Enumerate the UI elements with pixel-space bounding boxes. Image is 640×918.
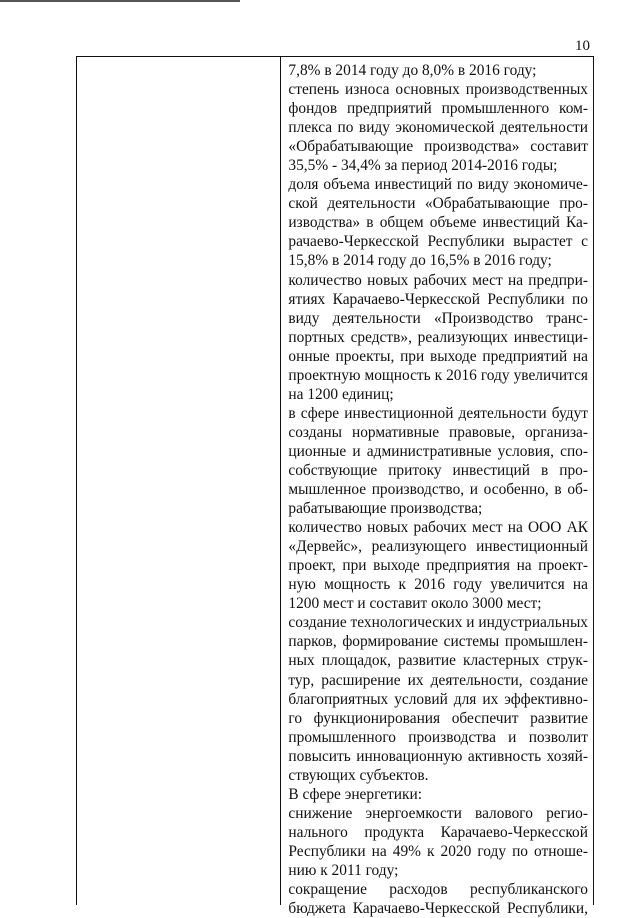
text-line: виду деятельности «Производство транс- (288, 309, 588, 327)
table-left-column (77, 57, 281, 905)
text-line: изводства» в общем объеме инвестиций Ка- (288, 214, 588, 232)
text-line: создание технологических и индустриальных (288, 614, 588, 632)
text-line: на 1200 единиц; (288, 385, 394, 403)
document-table (76, 56, 594, 918)
text-line: В сфере энергетики: (288, 785, 422, 803)
text-line: доля объема инвестиций по виду экономиче- (288, 176, 588, 194)
text-line: Республики на 49% к 2020 году по отноше- (288, 842, 588, 860)
text-line: сокращение расходов республиканского (288, 881, 588, 899)
text-line: собствующие притоку инвестиций в про- (288, 461, 588, 479)
text-line: тур, расширение их деятельности, создание (288, 671, 588, 689)
text-line: степень износа основных производственных (288, 81, 588, 99)
text-line: «Дервейс», реализующего инвестиционный (288, 538, 588, 556)
text-line: ную мощность к 2016 году увеличится на (288, 576, 588, 594)
page-number: 10 (575, 38, 590, 54)
text-line: рабатывающие производства; (288, 500, 483, 518)
text-line: ятиях Карачаево-Черкесской Республики по (288, 290, 588, 308)
text-line: 15,8% в 2014 году до 16,5% в 2016 году; (288, 252, 552, 270)
text-line: благоприятных условий для их эффективно- (288, 690, 588, 708)
text-line: ционные и административные условия, спо- (288, 442, 588, 460)
text-line: в сфере инвестиционной деятельности будут (288, 404, 588, 422)
text-line: го функционирования обеспечит развитие (288, 709, 588, 727)
text-line: рачаево-Черкесской Республики вырастет с (288, 233, 588, 251)
text-line: ствующих субъектов. (288, 766, 429, 784)
text-line: нального продукта Карачаево-Черкесской (288, 823, 588, 841)
text-line: снижение энергоемкости валового регио- (288, 804, 588, 822)
text-line: проектную мощность к 2016 году увеличится (288, 366, 588, 384)
scan-edge-mark (0, 0, 240, 2)
text-line: портных средств», реализующих инвестици- (288, 328, 588, 346)
text-line: парков, формирование системы промышлен- (288, 633, 588, 651)
text-line: бюджета Карачаево-Черкесской Республики, (288, 900, 588, 918)
text-line: онные проекты, при выходе предприятий на (288, 347, 588, 365)
text-line: ской деятельности «Обрабатывающие про- (288, 195, 588, 213)
text-line: проект, при выходе предприятия на проект- (288, 557, 588, 575)
text-line: ных площадок, развитие кластерных струк- (288, 652, 588, 670)
text-line: нию к 2011 году; (288, 861, 399, 879)
text-line: 35,5% - 34,4% за период 2014-2016 годы; (288, 157, 558, 175)
text-line: мышленное производство, и особенно, в об- (288, 481, 588, 499)
text-line: 1200 мест и составит около 3000 мест; (288, 595, 542, 613)
text-line: количество новых рабочих мест на предпри- (288, 271, 588, 289)
text-line: созданы нормативные правовые, организа- (288, 423, 588, 441)
text-line: промышленного производства и позволит (288, 728, 588, 746)
text-line: «Обрабатывающие производства» составит (288, 138, 588, 156)
text-line: повысить инновационную активность хозяй- (288, 747, 588, 765)
text-line: 7,8% в 2014 году до 8,0% в 2016 году; (288, 62, 537, 79)
table-right-column (281, 57, 593, 918)
text-line: фондов предприятий промышленного ком- (288, 100, 588, 118)
text-line: количество новых рабочих мест на ООО АК (288, 519, 588, 537)
text-line: плекса по виду экономической деятельности (288, 119, 588, 137)
